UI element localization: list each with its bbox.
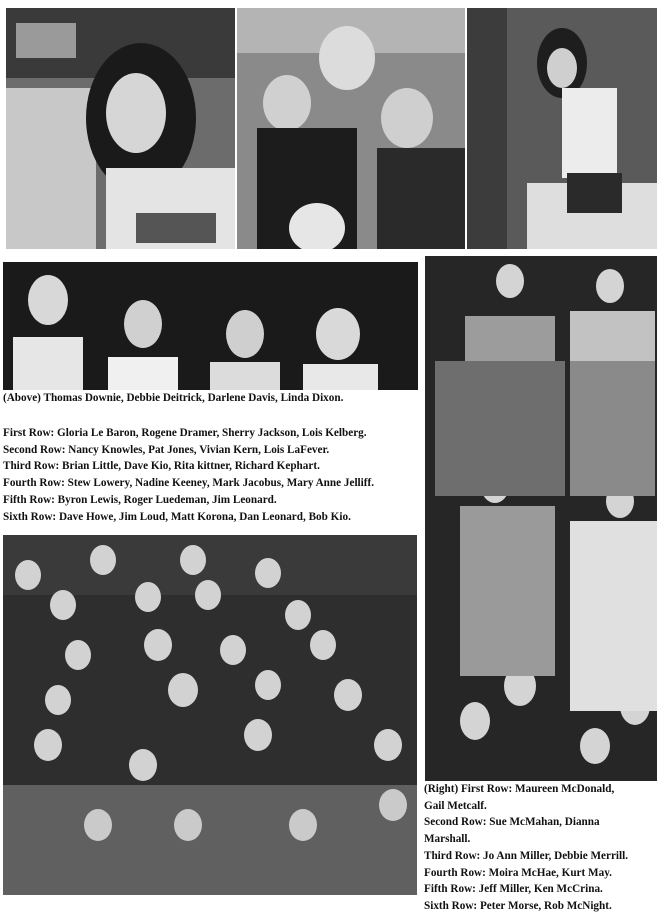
- caption-right-row-4: Marshall.: [424, 833, 471, 846]
- caption-left-row-2: Second Row: Nancy Knowles, Pat Jones, Vivian Kern, Lois LaFever.: [3, 443, 330, 456]
- caption-right-row-6: Fourth Row: Moira McHae, Kurt May.: [424, 866, 612, 879]
- photo-top-left: [6, 8, 235, 249]
- caption-above: [3, 390, 343, 407]
- caption-right-row-8: Sixth Row: Peter Morse, Rob McNight.: [424, 899, 612, 912]
- photo-top-middle: [237, 8, 465, 249]
- photo-row-strip-image: [3, 262, 418, 390]
- photo-top-left-image: [6, 8, 235, 249]
- caption-left-row-6: Sixth Row: Dave Howe, Jim Loud, Matt Korona, Dan Leonard, Bob Kio.: [3, 510, 351, 523]
- caption-left-rows: [3, 425, 374, 525]
- photo-group-left: [3, 535, 417, 895]
- photo-group-left-image: [3, 535, 417, 895]
- caption-right-row-2: Gail Metcalf.: [424, 799, 487, 812]
- photo-top-right: [467, 8, 657, 249]
- caption-right-row-3: Second Row: Sue McMahan, Dianna: [424, 816, 600, 829]
- caption-right-row-7: Fifth Row: Jeff Miller, Ken McCrina.: [424, 883, 603, 896]
- caption-left-row-5: Fifth Row: Byron Lewis, Roger Luedeman, Jim Leonard.: [3, 493, 277, 506]
- photo-row-strip: [3, 262, 418, 390]
- photo-group-right: [425, 256, 657, 781]
- caption-above-text: (Above) Thomas Downie, Debbie Deitrick, Darlene Davis, Linda Dixon.: [3, 392, 344, 404]
- caption-left-row-3: Third Row: Brian Little, Dave Kio, Rita kittner, Richard Kephart.: [3, 460, 320, 473]
- caption-left-row-1: First Row: Gloria Le Baron, Rogene Dramer, Sherry Jackson, Lois Kelberg.: [3, 427, 367, 439]
- caption-left-row-4: Fourth Row: Stew Lowery, Nadine Keeney, Mark Jacobus, Mary Anne Jelliff.: [3, 477, 375, 490]
- caption-right-row-1: (Right) First Row: Maureen McDonald,: [424, 783, 615, 795]
- photo-top-middle-image: [237, 8, 465, 249]
- photo-group-right-image: [425, 256, 657, 781]
- caption-right-rows: [424, 781, 628, 915]
- photo-top-right-image: [467, 8, 657, 249]
- caption-right-row-5: Third Row: Jo Ann Miller, Debbie Merrill.: [424, 849, 629, 862]
